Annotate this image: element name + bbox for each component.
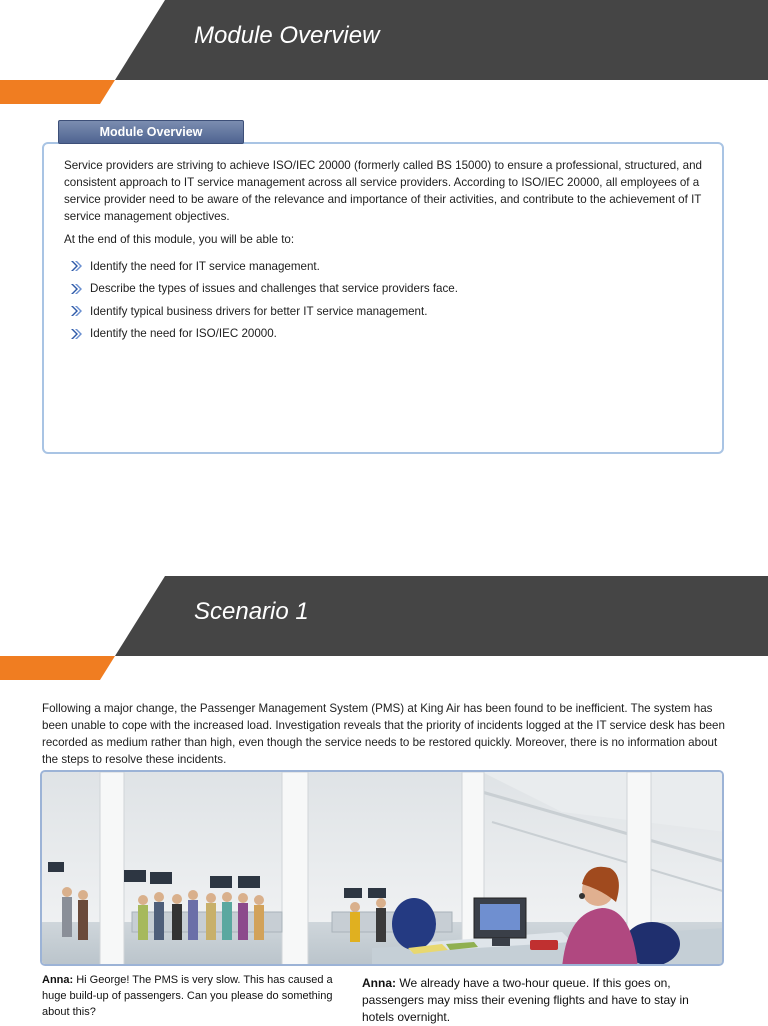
dialogue-text: We already have a two-hour queue. If this goes on, passengers may miss their evening flights and have to stay in hotels overnight. [362, 976, 689, 1024]
caption-left [42, 972, 342, 1020]
page-title: Module Overview [194, 22, 380, 49]
bullet-arrow-icon [70, 329, 82, 339]
speaker-name: Anna: [362, 976, 396, 990]
airport-scene-image [42, 772, 724, 966]
intro-paragraph: Service providers are striving to achieve ISO/IEC 20000 (formerly called BS 15000) to ensure a professional, structured, and consistent approach to IT service management across all service providers. According to ISO/IEC 20000, all employees of a service provider need to be aware of the relevance and importance of their activities, and contribute to the achievement of IT service management objectives. [64, 159, 702, 223]
bullet-arrow-icon [70, 261, 82, 271]
overview-intro [64, 157, 724, 254]
scenario-banner [0, 576, 768, 680]
list-item: Identify the need for IT service management. [70, 255, 710, 278]
bullet-arrow-icon [70, 284, 82, 294]
airport-illustration [40, 770, 724, 966]
bullet-arrow-icon [70, 306, 82, 316]
banner-shape [0, 576, 768, 680]
overview-tab: Module Overview [58, 120, 244, 144]
module-overview-banner [0, 0, 768, 104]
objectives-list [70, 255, 710, 345]
banner-shape [0, 0, 768, 104]
intro-lead: At the end of this module, you will be able to: [64, 233, 295, 246]
list-item: Describe the types of issues and challenges that service providers face. [70, 278, 710, 301]
caption-right [362, 975, 702, 1026]
dialogue-text: Hi George! The PMS is very slow. This has caused a huge build-up of passengers. Can you please do something about this? [42, 974, 333, 1018]
list-item: Identify the need for ISO/IEC 20000. [70, 323, 710, 346]
scenario-title: Scenario 1 [194, 598, 309, 625]
list-item: Identify typical business drivers for better IT service management. [70, 300, 710, 323]
speaker-name: Anna: [42, 974, 74, 986]
scenario-description: Following a major change, the Passenger Management System (PMS) at King Air has been found to be inefficient. The system has been unable to cope with the increased load. Investigation reveals that the priority of incidents logged at the IT service desk has been recorded as medium rather than high, even though the service needs to be restored quickly. Moreover, there is no information about the steps to resolve these incidents. [42, 702, 725, 766]
